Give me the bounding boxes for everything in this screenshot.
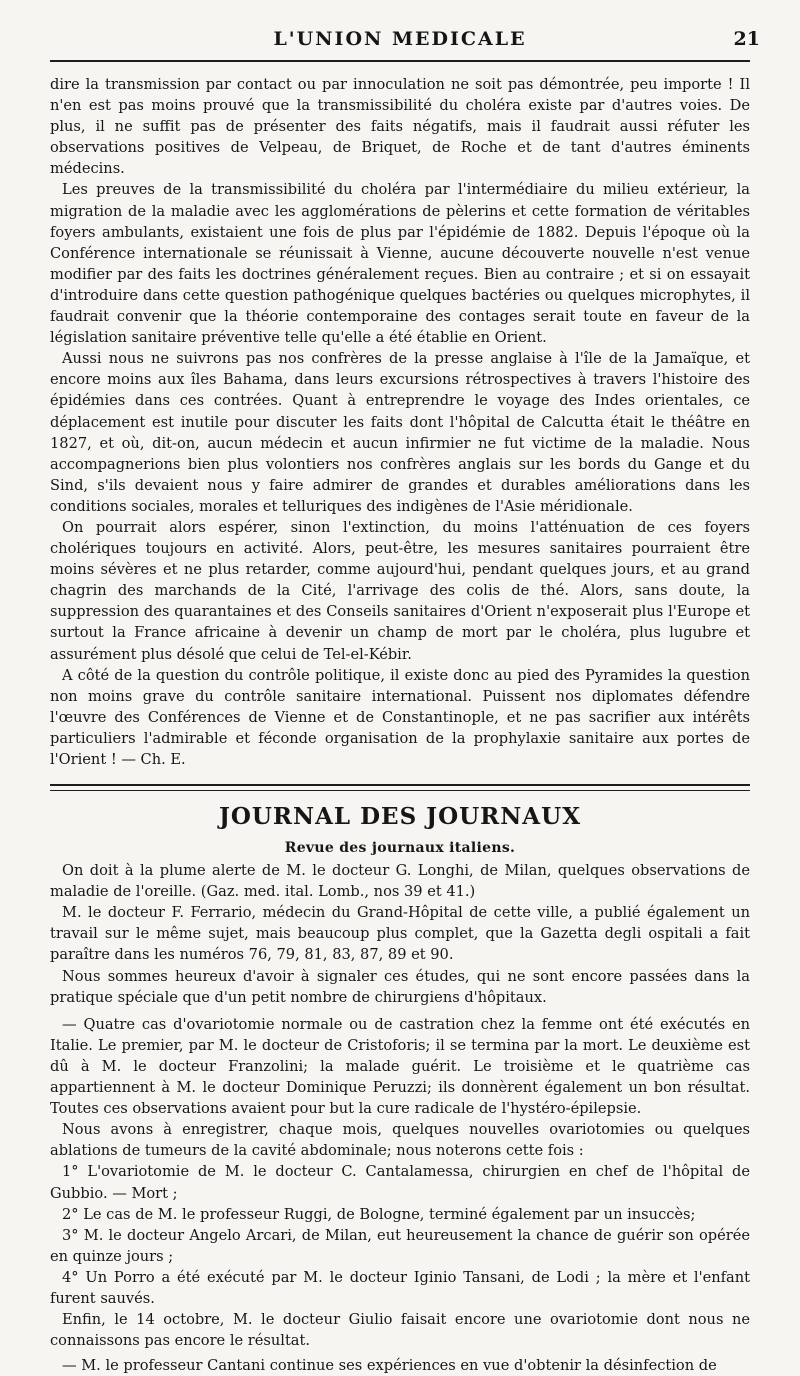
journal-paragraph: Nous sommes heureux d'avoir à signaler ces études, qui ne sont encore passées dans la pratique spéciale que d'un petit nombre de chirurgiens d'hôpitaux.	[50, 967, 750, 1006]
journal-list-item: 3° M. le docteur Angelo Arcari, de Milan, eut heureusement la chance de guérir son opérée en quinze jours ;	[50, 1226, 750, 1265]
article-paragraph: A côté de la question du contrôle politique, il existe donc au pied des Pyramides la question non moins grave du contrôle sanitaire international. Puissent nos diplomates défendre l'œuvre des Conférences de Vienne et de Constantinople, et ne pas sacrifier aux intérêts particuliers l'admirable et féconde organisation de la prophylaxie sanitaire aux portes de l'Orient ! — Ch. E.	[50, 666, 750, 768]
header-rule	[50, 60, 750, 62]
section-title: JOURNAL DES JOURNAUX	[218, 803, 582, 831]
separator-rule	[50, 784, 750, 786]
separator-rule	[50, 790, 750, 791]
article-paragraph: On pourrait alors espérer, sinon l'extinction, du moins l'atténuation de ces foyers cholériques toujours en activité. Alors, peut-être, les mesures sanitaires pourraient être moins sévères et ne plus retarder, comme aujourd'hui, pendant quelques jours, et au grand chagrin des marchands de la Cité, l'arrivage des colis de thé. Alors, sans doute, la suppression des quarantaines et des Conseils sanitaires d'Orient n'exposerait plus l'Europe et surtout la France africaine à devenir un champ de mort par le choléra, plus lugubre et assurément plus désolé que celui de Tel-el-Kébir.	[50, 518, 750, 663]
article-body	[50, 74, 750, 770]
running-title: L'UNION MEDICALE	[273, 28, 527, 50]
journal-paragraph: Nous avons à enregistrer, chaque mois, quelques nouvelles ovariotomies ou quelques ablations de tumeurs de la cavité abdominale; nous noterons cette fois :	[50, 1121, 750, 1160]
journal-paragraph: M. le docteur F. Ferrario, médecin du Grand-Hôpital de cette ville, a publié également un travail sur le même sujet, mais beaucoup plus complet, que la Gazetta degli ospitali a fait paraître dans les numéros 76, 79, 81, 83, 87, 89 et 90.	[50, 904, 750, 964]
journal-paragraph: — M. le professeur Cantani continue ses expériences en vue d'obtenir la désinfection de	[62, 1357, 717, 1375]
section-subtitle: Revue des journaux italiens.	[284, 840, 516, 857]
journal-list-item: 2° Le cas de M. le professeur Ruggi, de Bologne, terminé également par un insuccès;	[62, 1205, 696, 1223]
journal-paragraph: On doit à la plume alerte de M. le docteur G. Longhi, de Milan, quelques observations de maladie de l'oreille. (Gaz. med. ital. Lomb., nos 39 et 41.)	[50, 862, 750, 901]
article-paragraph: dire la transmission par contact ou par innoculation ne soit pas démontrée, peu importe ! Il n'en est pas moins prouvé que la transmissibilité du choléra existe par d'autres voies. De plus, il ne suffit pas de présenter des faits négatifs, mais il faudrait aussi réfuter les observations positives de Velpeau, de Briquet, de Roche et de tant d'autres éminents médecins.	[50, 76, 750, 178]
journal-list-item: 1° L'ovariotomie de M. le docteur C. Cantalamessa, chirurgien en chef de l'hôpital de Gubbio. — Mort ;	[50, 1163, 750, 1202]
page-number: 21	[733, 28, 760, 50]
journal-paragraph: Enfin, le 14 octobre, M. le docteur Giulio faisait encore une ovariotomie dont nous ne connaissons pas encore le résultat.	[50, 1311, 750, 1350]
journal-paragraph: — Quatre cas d'ovariotomie normale ou de castration chez la femme ont été exécutés en Italie. Le premier, par M. le docteur de Cristoforis; il se termina par la mort. Le deuxième est dû à M. le docteur Franzolini; la malade guérit. Le troisième et le quatrième cas appartiennent à M. le docteur Dominique Peruzzi; ils donnèrent également un bon résultat. Toutes ces observations avaient pour but la cure radicale de l'hystéro-épilepsie.	[50, 1015, 750, 1118]
article-paragraph: Les preuves de la transmissibilité du choléra par l'intermédiaire du milieu extérieur, la migration de la maladie avec les agglomérations de pèlerins et cette formation de véritables foyers ambulants, existaient une fois de plus par l'épidémie de 1882. Depuis l'époque où la Conférence internationale se réunissait à Vienne, aucune découverte nouvelle n'est venue modifier par des faits les doctrines généralement reçues. Bien au contraire ; et si on essayait d'introduire dans cette question pathogénique quelques bactéries ou quelques microphytes, il faudrait convenir que la théorie contemporaine des contages serait toute en faveur de la législation sanitaire préventive telle qu'elle a été établie en Orient.	[50, 181, 750, 347]
journal-body	[50, 860, 750, 1376]
article-paragraph: Aussi nous ne suivrons pas nos confrères de la presse anglaise à l'île de la Jamaïque, et encore moins aux îles Bahama, dans leurs excursions rétrospectives à travers l'histoire des épidémies dans ces contrées. Quant à entreprendre le voyage des Indes orientales, ce déplacement est inutile pour discuter les faits dont l'hôpital de Calcutta était le théâtre en 1827, et où, dit-on, aucun médecin et aucun infirmier ne fut victime de la maladie. Nous accompagnerions bien plus volontiers nos confrères anglais sur les bords du Gange et du Sind, s'ils devaient nous y faire admirer de grandes et durables améliorations dans les conditions sociales, morales et telluriques des indigènes de l'Asie méridionale.	[50, 350, 750, 515]
page-header	[50, 24, 760, 60]
section-separator	[50, 784, 750, 791]
journal-list-item: 4° Un Porro a été exécuté par M. le docteur Iginio Tansani, de Lodi ; la mère et l'enfant furent sauvés.	[50, 1268, 750, 1307]
